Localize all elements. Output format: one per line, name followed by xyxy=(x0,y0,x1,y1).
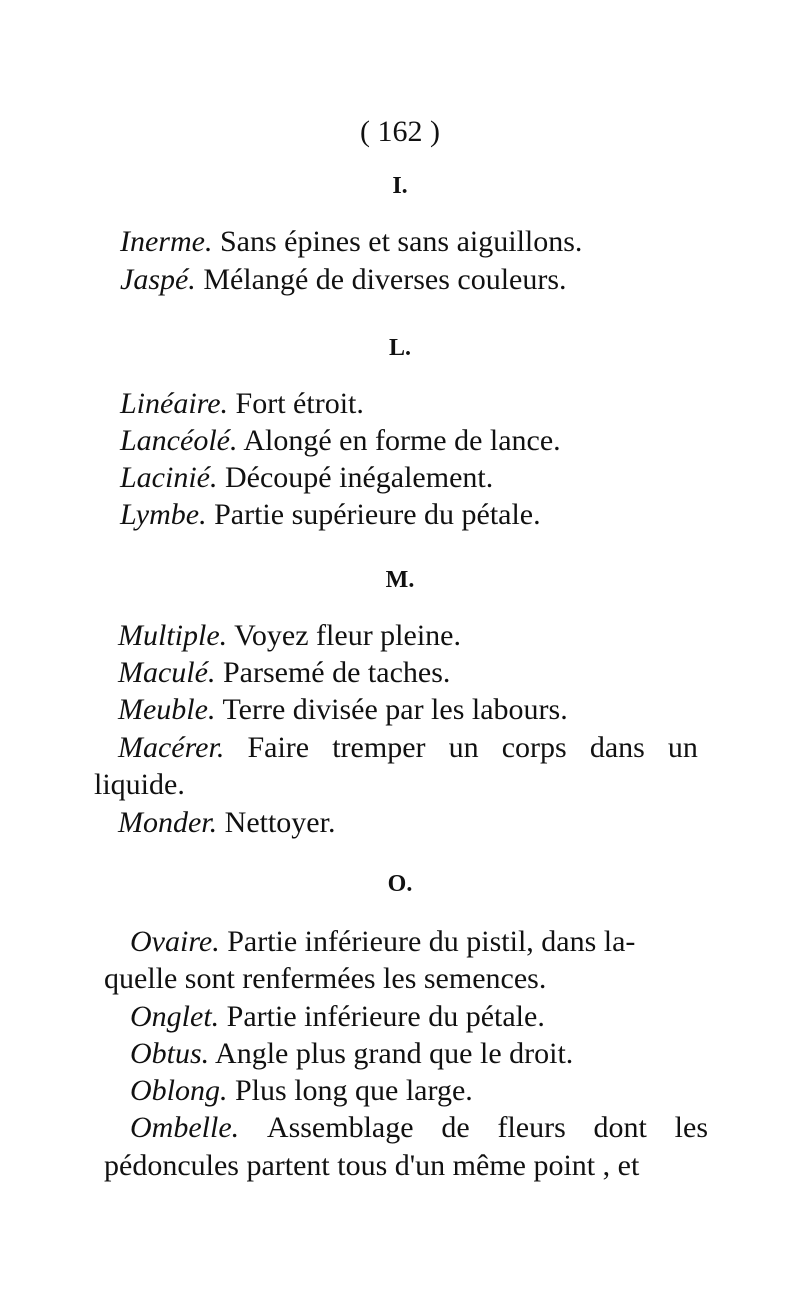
entry-definition-word: de xyxy=(441,1111,470,1144)
entry-lanceole xyxy=(120,423,561,459)
entry-definition: Découpé inégalement. xyxy=(225,461,494,494)
entry-monder xyxy=(118,805,335,841)
section-letter-m: M. xyxy=(385,567,415,593)
entry-definition-word: un xyxy=(667,731,698,764)
entry-term: Jaspé. xyxy=(120,263,196,296)
entry-macerer xyxy=(118,730,698,766)
entry-definition: Terre divisée par les labours. xyxy=(222,693,568,726)
section-letter-l: L. xyxy=(388,335,411,361)
entry-term: Obtus. xyxy=(130,1037,210,1070)
entry-definition: Voyez fleur pleine. xyxy=(234,619,461,652)
entry-definition: Angle plus grand que le droit. xyxy=(215,1037,574,1070)
entry-term: Lancéolé. xyxy=(120,424,238,457)
entry-definition: Nettoyer. xyxy=(224,806,336,839)
entry-definition-word: un xyxy=(448,731,479,764)
entry-obtus xyxy=(130,1036,573,1072)
entry-term: Monder. xyxy=(118,806,218,839)
entry-definition: Partie inférieure du pétale. xyxy=(226,1000,545,1033)
entry-definition: Alongé en forme de lance. xyxy=(243,424,561,457)
entry-definition: Mélangé de diverses couleurs. xyxy=(203,263,567,296)
section-letter-o: O. xyxy=(387,871,413,897)
entry-definition: Parsemé de taches. xyxy=(222,656,451,689)
entry-continuation: liquide. xyxy=(94,768,185,801)
entry-definition-word: les xyxy=(674,1111,708,1144)
entry-term: Maculé. xyxy=(118,656,216,689)
entry-definition: Fort étroit. xyxy=(235,387,364,420)
entry-jaspe xyxy=(120,262,567,298)
entry-inerme xyxy=(120,224,582,260)
page-number: ( 162 ) xyxy=(360,115,440,148)
entry-term: Multiple. xyxy=(118,619,228,652)
entry-meuble xyxy=(118,692,568,728)
entry-term: Linéaire. xyxy=(120,387,229,420)
entry-continuation: pédoncules partent tous d'un même point , et xyxy=(104,1149,640,1182)
entry-ombelle xyxy=(130,1110,708,1146)
entry-definition: Plus long que large. xyxy=(235,1074,473,1107)
entry-term: Meuble. xyxy=(118,693,216,726)
entry-definition: Sans épines et sans aiguillons. xyxy=(219,225,583,258)
entry-definition: Partie inférieure du pistil, dans la- xyxy=(227,925,636,958)
entry-term: Lymbe. xyxy=(120,498,207,531)
entry-definition-word: dans xyxy=(589,731,645,764)
entry-multiple xyxy=(118,618,461,654)
entry-definition-word: tremper xyxy=(332,731,426,764)
entry-definition: Partie supérieure du pétale. xyxy=(214,498,541,531)
entry-term: Inerme. xyxy=(120,225,213,258)
entry-macule xyxy=(118,655,450,691)
entry-lacinie xyxy=(120,460,493,496)
section-letter-i: I. xyxy=(392,173,408,199)
entry-ovaire xyxy=(130,924,635,960)
entry-lymbe xyxy=(120,497,541,533)
entry-definition-word: Faire xyxy=(247,731,310,764)
entry-oblong xyxy=(130,1073,473,1109)
entry-definition-word: dont xyxy=(593,1111,647,1144)
entry-continuation: quelle sont renfermées les semences. xyxy=(104,962,547,995)
entry-term: Ovaire. xyxy=(130,925,220,958)
entry-definition-word: fleurs xyxy=(497,1111,566,1144)
entry-lineaire xyxy=(120,386,364,422)
entry-term: Onglet. xyxy=(130,1000,220,1033)
entry-term: Oblong. xyxy=(130,1074,228,1107)
entry-term: Ombelle. xyxy=(130,1111,240,1144)
entry-onglet xyxy=(130,999,545,1035)
entry-definition-word: Assemblage xyxy=(266,1111,414,1144)
entry-definition-word: corps xyxy=(501,731,567,764)
entry-term: Lacinié. xyxy=(120,461,218,494)
entry-term: Macérer. xyxy=(118,731,225,764)
